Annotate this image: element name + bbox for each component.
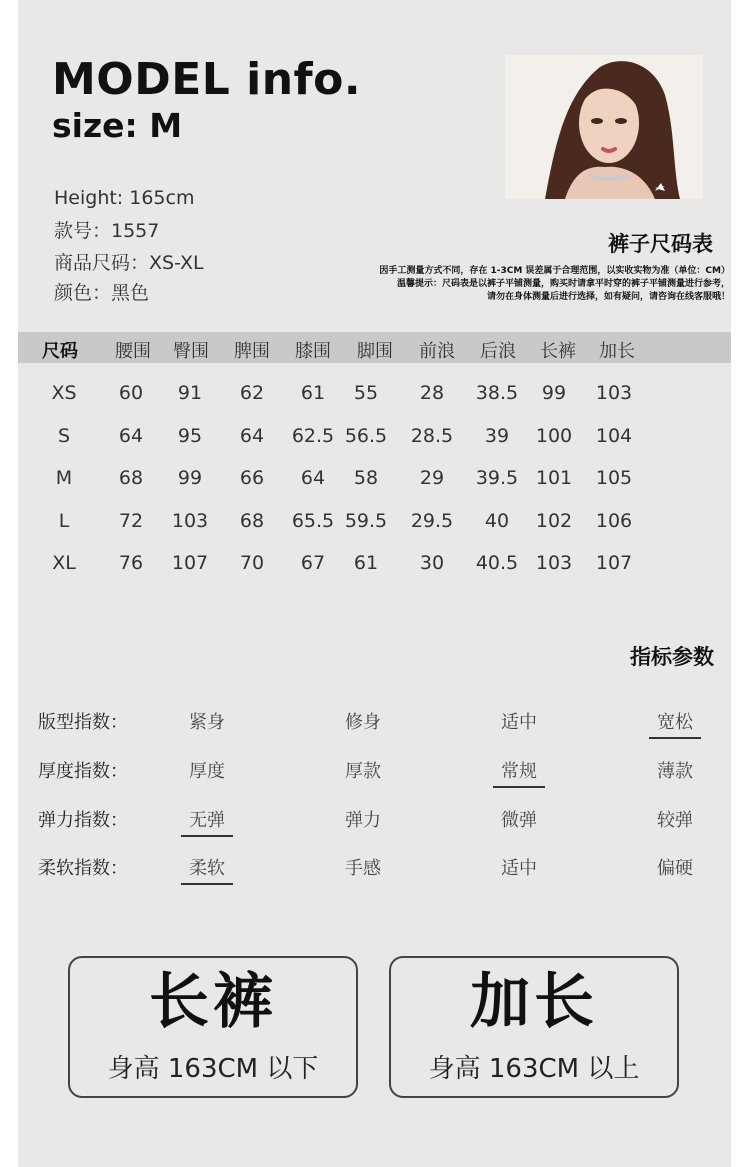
- col-header: 脚围: [357, 341, 393, 362]
- size-value: 60: [118, 382, 144, 404]
- spec-option: 薄款: [657, 761, 693, 782]
- model-size-range: 商品尺码：XS-XL: [54, 252, 204, 274]
- col-header: 尺码: [42, 341, 78, 362]
- col-header: 后浪: [480, 341, 516, 362]
- size-chart-title: 裤子尺码表: [608, 232, 713, 256]
- spec-option: 厚度: [189, 761, 225, 782]
- size-value: 28: [419, 382, 445, 404]
- size-value: 105: [595, 467, 633, 489]
- model-photo: [505, 55, 703, 199]
- size-value: 64: [239, 425, 265, 447]
- spec-option: 手感: [345, 858, 381, 879]
- size-value: 100: [535, 425, 573, 447]
- size-value: 91: [177, 382, 203, 404]
- size-value: 28.5: [410, 425, 454, 447]
- size-value: 99: [177, 467, 203, 489]
- size-value: 103: [535, 552, 573, 574]
- size-value: 39: [484, 425, 510, 447]
- spec-option: 适中: [501, 858, 537, 879]
- spec-option-selected: 无弹: [189, 810, 225, 831]
- spec-option-selected: 常规: [501, 761, 537, 782]
- col-header: 加长: [599, 341, 635, 362]
- size-value: 68: [239, 510, 265, 532]
- size-label: XS: [51, 382, 77, 404]
- col-header: 膝围: [295, 341, 331, 362]
- size-value: 65.5: [291, 510, 335, 532]
- size-value: 68: [118, 467, 144, 489]
- size-value: 64: [118, 425, 144, 447]
- size-value: 56.5: [344, 425, 388, 447]
- model-color: 颜色：黑色: [54, 282, 150, 304]
- spec-option-selected: 宽松: [657, 712, 693, 733]
- size-value: 107: [171, 552, 209, 574]
- spec-option: 厚款: [345, 761, 381, 782]
- size-value: 101: [535, 467, 573, 489]
- spec-option: 适中: [501, 712, 537, 733]
- size-value: 38.5: [475, 382, 519, 404]
- size-value: 62: [239, 382, 265, 404]
- size-value: 59.5: [344, 510, 388, 532]
- col-header: 前浪: [419, 341, 455, 362]
- size-value: 30: [419, 552, 445, 574]
- model-title: MODEL info.: [52, 54, 362, 105]
- size-chart-note: [290, 265, 730, 304]
- size-value: 102: [535, 510, 573, 532]
- size-value: 107: [595, 552, 633, 574]
- spec-option: 偏硬: [657, 858, 693, 879]
- spec-option: 修身: [345, 712, 381, 733]
- spec-option: 紧身: [189, 712, 225, 733]
- size-value: 29: [419, 467, 445, 489]
- size-value: 104: [595, 425, 633, 447]
- size-label: S: [57, 425, 71, 447]
- size-value: 99: [541, 382, 567, 404]
- size-value: 67: [300, 552, 326, 574]
- size-value: 40: [484, 510, 510, 532]
- size-value: 39.5: [475, 467, 519, 489]
- spec-label: 弹力指数：: [38, 810, 128, 831]
- spec-option: 较弹: [657, 810, 693, 831]
- card-subtitle: 身高 163CM 以下: [107, 1054, 319, 1084]
- size-value: 103: [595, 382, 633, 404]
- col-header: 脾围: [234, 341, 270, 362]
- card-title: 长裤: [149, 967, 277, 1037]
- size-value: 72: [118, 510, 144, 532]
- col-header: 臀围: [173, 341, 209, 362]
- model-portrait-image: [505, 55, 703, 199]
- selected-underline: [493, 786, 545, 788]
- spec-label: 厚度指数：: [38, 761, 128, 782]
- col-header: 长裤: [540, 341, 576, 362]
- size-value: 58: [353, 467, 379, 489]
- size-value: 55: [353, 382, 379, 404]
- card-extended-pants: [389, 956, 679, 1098]
- size-value: 40.5: [475, 552, 519, 574]
- selected-underline: [181, 835, 233, 837]
- spec-option: 弹力: [345, 810, 381, 831]
- note-line: 温馨提示：尺码表是以裤子平铺测量，购买时请拿平时穿的裤子平铺测量进行参考，: [396, 279, 730, 289]
- size-value: 70: [239, 552, 265, 574]
- size-value: 61: [353, 552, 379, 574]
- size-label: M: [55, 467, 73, 489]
- note-line: 请勿在身体测量后进行选择，如有疑问，请咨询在线客服哦！: [486, 292, 730, 302]
- note-line: 因手工测量方式不同，存在 1-3CM 误差属于合理范围，以实收实物为准（单位：CM）: [379, 266, 730, 276]
- size-value: 66: [239, 467, 265, 489]
- size-value: 29.5: [410, 510, 454, 532]
- size-value: 61: [300, 382, 326, 404]
- size-value: 95: [177, 425, 203, 447]
- size-label: L: [58, 510, 70, 532]
- card-subtitle: 身高 163CM 以上: [428, 1054, 640, 1084]
- model-size: size: M: [52, 106, 183, 145]
- col-header: 腰围: [115, 341, 151, 362]
- spec-option: 微弹: [501, 810, 537, 831]
- size-value: 76: [118, 552, 144, 574]
- card-long-pants: [68, 956, 358, 1098]
- size-value: 106: [595, 510, 633, 532]
- model-height: Height: 165cm: [54, 187, 195, 209]
- card-title: 加长: [470, 967, 598, 1037]
- size-value: 62.5: [291, 425, 335, 447]
- size-value: 103: [171, 510, 209, 532]
- selected-underline: [649, 737, 701, 739]
- spec-option-selected: 柔软: [189, 858, 225, 879]
- model-style-number: 款号：1557: [54, 220, 160, 242]
- size-value: 64: [300, 467, 326, 489]
- spec-title: 指标参数: [630, 645, 714, 669]
- size-label: XL: [52, 552, 76, 574]
- selected-underline: [181, 883, 233, 885]
- spec-label: 版型指数：: [38, 712, 128, 733]
- spec-label: 柔软指数：: [38, 858, 128, 879]
